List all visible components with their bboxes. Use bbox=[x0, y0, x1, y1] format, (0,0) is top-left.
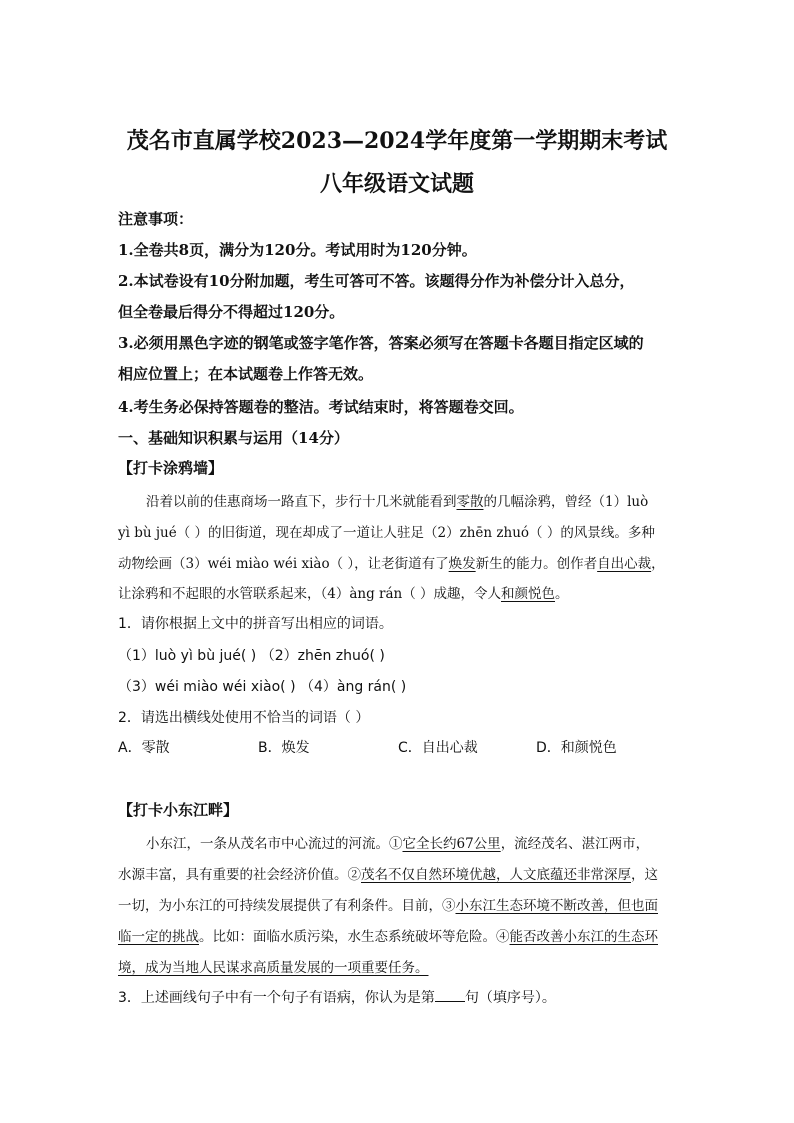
notice-item: 4.考生务必保持答题卷的整洁。考试结束时，将答题卷交回。 bbox=[118, 398, 524, 416]
underlined-word: 焕发 bbox=[448, 556, 476, 572]
notice-item: 1.全卷共8页，满分为120分。考试用时为120分钟。 bbox=[118, 241, 477, 259]
underlined-word: 零散 bbox=[456, 494, 484, 510]
notice-item: 但全卷最后得分不得超过120分。 bbox=[118, 303, 345, 321]
passage-line: 小东江，一条从茂名市中心流过的河流。①它全长约67公里，流经茂名、湛江两市， bbox=[146, 836, 650, 852]
question-2: 2．请选出横线处使用不恰当的词语（ ） bbox=[118, 710, 370, 726]
section-heading: 一、基础知识积累与运用（14分） bbox=[118, 429, 349, 447]
question-1-blanks: （3）wéi miào wéi xiào( ) （4）àng rán( ) bbox=[118, 679, 407, 695]
exam-title: 茂名市直属学校2023—2024学年度第一学期期末考试 bbox=[126, 128, 668, 154]
underlined-sentence: 茂名不仅自然环境优越，人文底蕴还非常深厚 bbox=[361, 867, 631, 883]
passage-line: 沿着以前的佳惠商场一路直下，步行十几米就能看到零散的几幅涂鸦，曾经（1）luò bbox=[146, 494, 649, 510]
notice-item: 相应位置上；在本试题卷上作答无效。 bbox=[118, 365, 374, 383]
option-c: C．自出心裁 bbox=[398, 740, 478, 756]
option-d: D．和颜悦色 bbox=[536, 740, 617, 756]
underlined-word: 和颜悦色 bbox=[501, 586, 556, 602]
passage-line: 动物绘画（3）wéi miào wéi xiào（ ），让老街道有了焕发新生的能力。创作者自出心裁， bbox=[118, 556, 665, 572]
passage-line: 一切，为小东江的可持续发展提供了有利条件。目前，③小东江生态环境不断改善，但也面 bbox=[118, 898, 658, 914]
question-1: 1．请你根据上文中的拼音写出相应的词语。 bbox=[118, 616, 393, 632]
passage-line: 让涂鸦和不起眼的水管联系起来，（4）àng rán（ ）成趣，令人和颜悦色。 bbox=[118, 586, 569, 602]
passage-line: 临一定的挑战。比如：面临水质污染，水生态系统破坏等危险。④能否改善小东江的生态环 bbox=[118, 929, 658, 945]
underlined-sentence: 小东江生态环境不断改善，但也面 bbox=[455, 898, 658, 914]
underlined-sentence: 能否改善小东江的生态环 bbox=[509, 929, 658, 945]
question-1-blanks: （1）luò yì bù jué( ) （2）zhēn zhuó( ) bbox=[118, 648, 385, 664]
underlined-sentence: 临一定的挑战 bbox=[118, 929, 199, 945]
answer-blank bbox=[435, 989, 465, 1002]
underlined-sentence: 它全长约67公里 bbox=[402, 836, 501, 852]
option-b: B．焕发 bbox=[258, 740, 310, 756]
passage-line: yì bù jué（ ）的旧街道，现在却成了一道让人驻足（2）zhēn zhuó（ ）的风景线。多种 bbox=[118, 525, 655, 541]
notice-heading: 注意事项： bbox=[118, 210, 194, 228]
passage-line bbox=[118, 956, 678, 976]
card-heading: 【打卡小东江畔】 bbox=[118, 801, 239, 819]
notice-item: 3.必须用黑色字迹的钢笔或签字笔作答，答案必须写在答题卡各题目指定区域的 bbox=[118, 334, 644, 352]
option-a: A．零散 bbox=[118, 740, 170, 756]
notice-item: 2.本试卷设有10分附加题，考生可答可不答。该题得分作为补偿分计入总分， bbox=[118, 272, 635, 290]
card-heading: 【打卡涂鸦墙】 bbox=[118, 459, 224, 477]
exam-subtitle: 八年级语文试题 bbox=[319, 171, 474, 197]
passage-line: 水源丰富，具有重要的社会经济价值。②茂名不仅自然环境优越，人文底蕴还非常深厚，这 bbox=[118, 867, 658, 883]
question-3: 3．上述画线句子中有一个句子有语病，你认为是第 句（填序号）。 bbox=[118, 990, 556, 1006]
underlined-word: 自出心裁 bbox=[597, 556, 652, 572]
underlined-sentence: 境，成为当地人民谋求高质量发展的一项重要任务。 bbox=[118, 960, 429, 976]
